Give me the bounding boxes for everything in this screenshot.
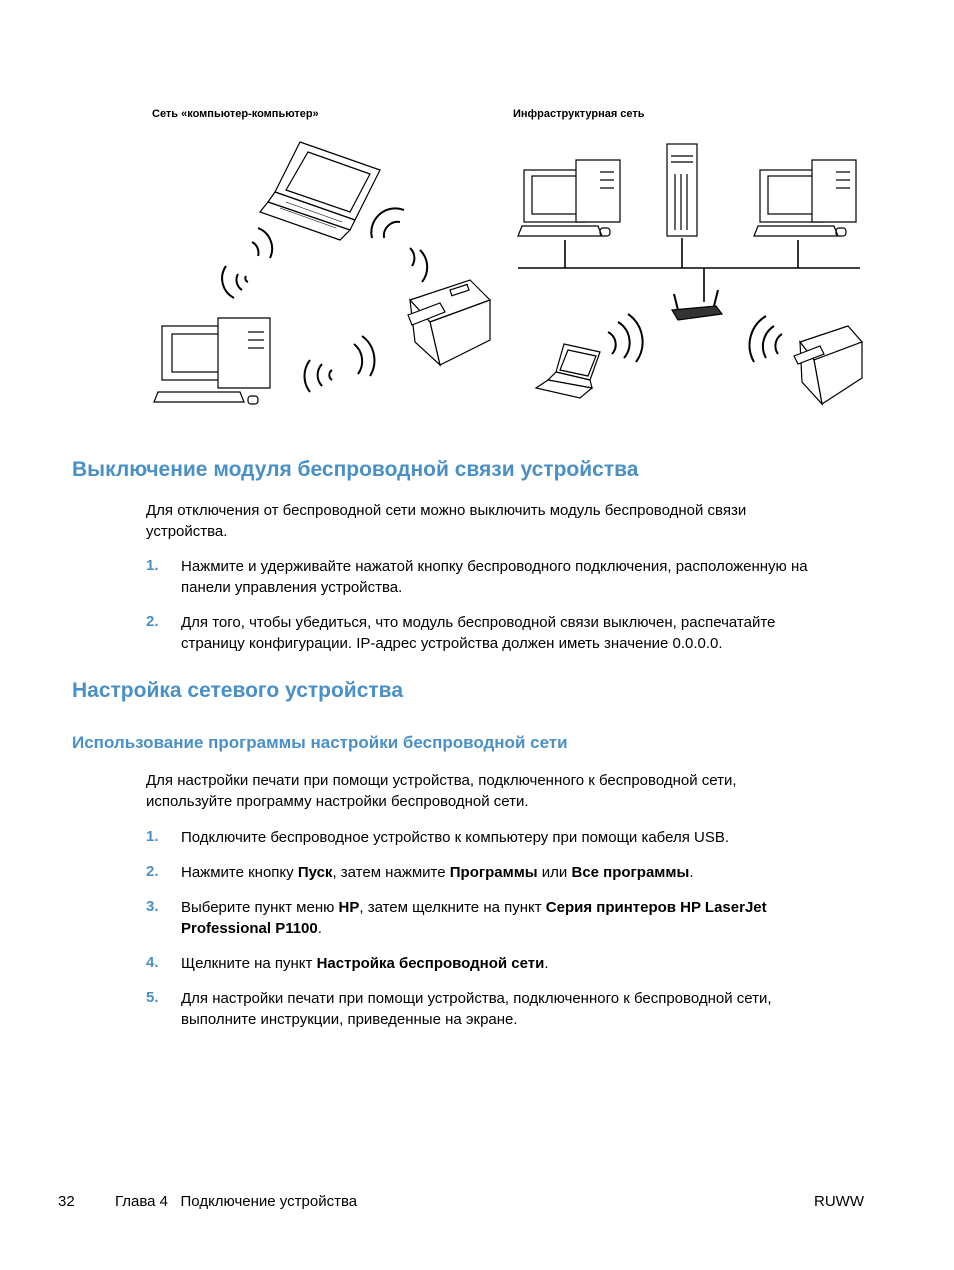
text-line: Для настройки печати при помощи устройства, подключенного к беспроводной сети, [181, 990, 772, 1007]
wireless-signal-icon [750, 316, 782, 362]
text-line: Нажмите и удерживайте нажатой кнопку беспроводного подключения, расположенную на [181, 558, 808, 575]
text-line: устройства. [146, 523, 228, 540]
ui-term: Программы [449, 864, 538, 881]
step-number: 2. [146, 613, 159, 630]
wireless-signal-icon [304, 336, 374, 392]
server-icon [667, 144, 697, 236]
text-line: выполните инструкции, приведенные на экране. [181, 1011, 518, 1028]
text-line: используйте программу настройки беспроводной сети. [146, 793, 529, 810]
figure-caption-infrastructure: Инфраструктурная сеть [513, 108, 645, 120]
wireless-signal-icon [371, 208, 427, 282]
section-heading: Настройка сетевого устройства [72, 679, 403, 702]
step-number: 4. [146, 954, 159, 971]
text-line: Для настройки печати при помощи устройства, подключенного к беспроводной сети, [146, 772, 737, 789]
laptop-icon [260, 142, 380, 240]
step-text [181, 953, 871, 974]
page-number: 32 [58, 1193, 75, 1210]
step-text [181, 862, 871, 883]
chapter-title: Глава 4 Подключение устройства [115, 1193, 358, 1210]
step-text [181, 988, 871, 1030]
step-number: 5. [146, 989, 159, 1006]
text-span: , затем нажмите [332, 864, 450, 881]
subsection-heading: Использование программы настройки беспроводной сети [72, 733, 568, 752]
section-heading: Выключение модуля беспроводной связи устройства [72, 458, 639, 481]
step-number: 3. [146, 898, 159, 915]
ui-term: Серия принтеров HP LaserJet [545, 899, 767, 916]
text-line: Для отключения от беспроводной сети можно выключить модуль беспроводной связи [146, 502, 747, 519]
network-bus-line [518, 238, 860, 302]
text-span: . [689, 864, 694, 881]
wireless-signal-icon [222, 228, 272, 298]
desktop-computer-icon [518, 160, 620, 236]
desktop-computer-icon [754, 160, 856, 236]
locale-code: RUWW [814, 1193, 864, 1210]
ui-term: Все программы [571, 864, 690, 881]
text-line: страницу конфигурации. IP-адрес устройства должен иметь значение 0.0.0.0. [181, 635, 723, 652]
step-text [181, 897, 871, 939]
text-line: панели управления устройства. [181, 579, 403, 596]
text-line [181, 918, 871, 939]
text-span: , затем щелкните на пункт [359, 899, 546, 916]
text-line [181, 897, 871, 918]
text-line: Для того, чтобы убедиться, что модуль беспроводной связи выключен, распечатайте [181, 614, 776, 631]
text-span: Выберите пункт меню [181, 899, 339, 916]
text-span: Щелкните на пункт [181, 955, 317, 972]
text-span: или [537, 864, 572, 881]
text-span: . [317, 920, 322, 937]
step-text [181, 612, 871, 654]
printer-icon [408, 280, 490, 365]
desktop-computer-icon [154, 318, 270, 404]
step-number: 2. [146, 863, 159, 880]
ui-term: Настройка беспроводной сети [316, 955, 545, 972]
laptop-icon [536, 344, 600, 398]
figure-caption-adhoc: Сеть «компьютер-компьютер» [152, 108, 319, 120]
text-span: . [544, 955, 549, 972]
printer-icon [794, 326, 862, 404]
text-span: Нажмите кнопку [181, 864, 298, 881]
wireless-signal-icon [608, 314, 643, 362]
router-icon [672, 290, 722, 320]
ui-term: HP [338, 899, 360, 916]
ui-term: Professional P1100 [181, 920, 318, 937]
ui-term: Пуск [297, 864, 333, 881]
step-text: Подключите беспроводное устройство к компьютеру при помощи кабеля USB. [181, 829, 730, 846]
network-diagram [140, 130, 880, 420]
section-intro [146, 770, 737, 812]
step-number: 1. [146, 557, 159, 574]
step-text [181, 556, 871, 598]
section-intro [146, 500, 746, 542]
step-number: 1. [146, 828, 159, 845]
